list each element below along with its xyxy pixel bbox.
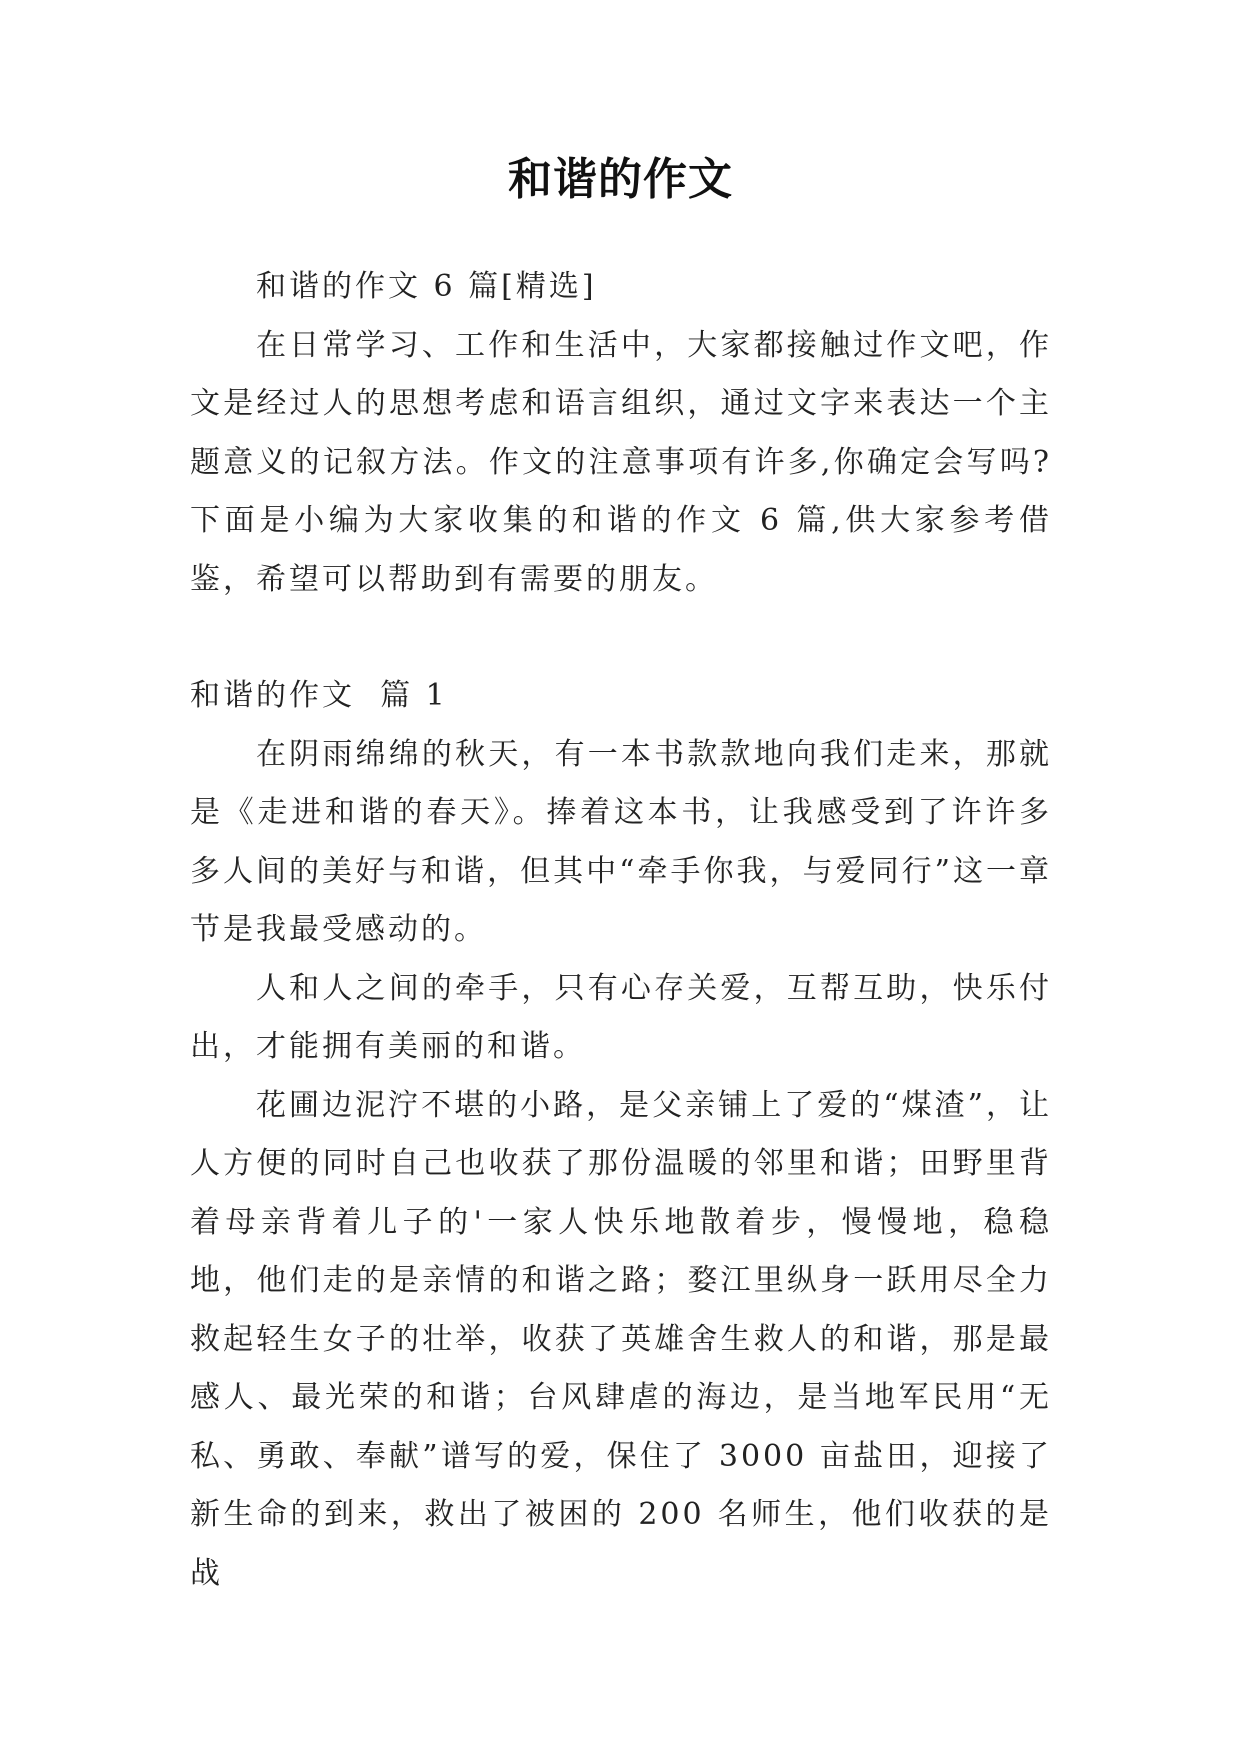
intro-paragraph: 在日常学习、工作和生活中，大家都接触过作文吧，作文是经过人的思想考虑和语言组织，通过文字来表达一个主题意义的记叙方法。作文的注意事项有许多,你确定会写吗?下面是小编为大家收集的和谐的作文 6 篇,供大家参考借鉴，希望可以帮助到有需要的朋友。	[190, 327, 1052, 597]
document-body	[190, 258, 1052, 1603]
body-paragraph-1: 在阴雨绵绵的秋天，有一本书款款地向我们走来，那就是《走进和谐的春天》。捧着这本书，让我感受到了许许多多人间的美好与和谐，但其中“牵手你我，与爱同行”这一章节是我最受感动的。	[190, 736, 1052, 947]
section-heading: 和谐的作文 篇 1	[190, 678, 448, 713]
body-paragraph-2: 人和人之间的牵手，只有心存关爱，互帮互助，快乐付出，才能拥有美丽的和谐。	[190, 970, 1052, 1064]
document-title: 和谐的作文	[508, 154, 733, 205]
body-paragraph-3: 花圃边泥泞不堪的小路，是父亲铺上了爱的“煤渣”，让人方便的同时自己也收获了那份温暖的邻里和谐；田野里背着母亲背着儿子的'一家人快乐地散着步，慢慢地，稳稳地，他们走的是亲情的和谐之路；婺江里纵身一跃用尽全力救起轻生女子的壮举，收获了英雄舍生救人的和谐，那是最感人、最光荣的和谐；台风肆虐的海边，是当地军民用“无私、勇敢、奉献”谱写的爱，保住了 3000 亩盐田，迎接了新生命的到来，救出了被困的 200 名师生，他们收获的是战	[190, 1087, 1052, 1591]
document-subtitle: 和谐的作文 6 篇[精选]	[256, 269, 597, 304]
